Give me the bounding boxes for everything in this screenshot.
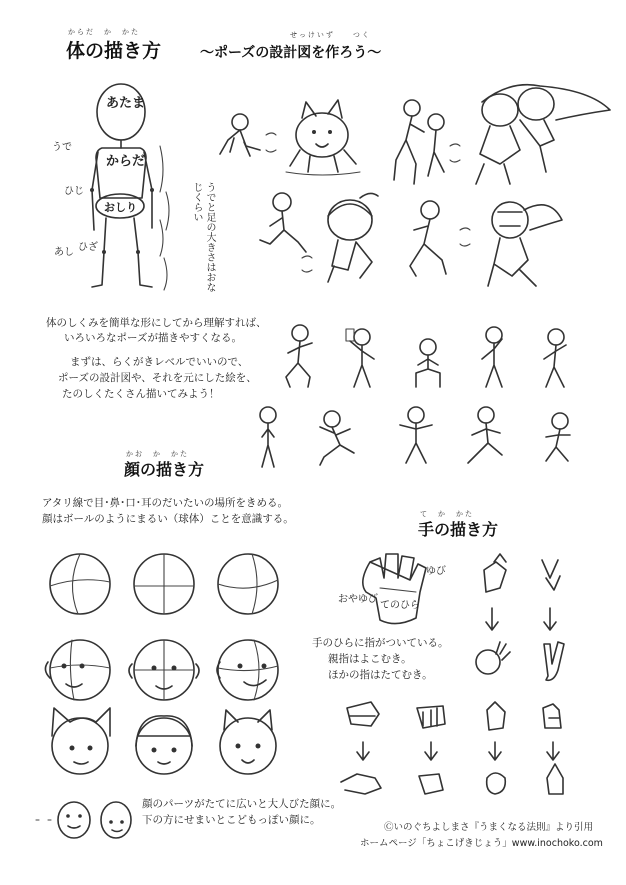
pose-sit-stickman [260, 193, 306, 252]
label-leg: あし [54, 247, 74, 258]
pose-run-stickman [394, 100, 444, 184]
face-character [52, 708, 110, 774]
face-guide-circle [50, 554, 110, 614]
label-head: あたま [106, 96, 146, 111]
stick-figure [546, 413, 570, 461]
stick-figure [346, 329, 374, 387]
face-features [45, 640, 110, 700]
pose-crawl-stickman [220, 114, 260, 156]
hand-sketch [542, 560, 560, 630]
arrow-icon [450, 144, 460, 162]
hand-gestures-bottom [335, 698, 595, 808]
face-line2: 顔はボールのようにまるい（球体）ことを意識する。 [42, 513, 294, 525]
hand-sketch [484, 554, 506, 630]
label-palm: てのひら [380, 600, 420, 611]
label-body: からだ [106, 154, 146, 169]
stick-figure [260, 407, 276, 467]
face-guide-circle [134, 554, 194, 614]
pose-stand-stickman [410, 201, 446, 276]
label-thumb: おやゆび [338, 594, 378, 605]
hand-line1: 手のひらに指がついている。 [312, 637, 449, 649]
arrow-icon [302, 256, 312, 272]
face-guide-circle [218, 554, 278, 614]
dog-sketch [286, 100, 360, 175]
arrow-icon [266, 133, 276, 152]
knight-sketch [488, 202, 562, 286]
label-hips: おしり [104, 201, 137, 214]
footer-credit: Ⓒいのぐちよしまさ『うまくなる法則』より引用 [384, 822, 594, 833]
stick-figure-rows [250, 315, 620, 475]
face-features [217, 640, 278, 700]
hand-sketch [417, 706, 445, 794]
body-title-ruby: からだ か かた [68, 28, 140, 36]
peace-hand-sketch [544, 642, 564, 680]
stick-figure [544, 329, 566, 387]
hand-line2: 親指はよこむき。 [328, 653, 412, 665]
hand-line3: ほかの指はたてむき。 [328, 669, 433, 681]
hand-title-ruby: て か かた [420, 510, 474, 518]
stick-figure [320, 411, 354, 465]
body-para2-line3: たのしくたくさん描いてみよう！ [62, 388, 220, 400]
hand-title: 手の描き方 [418, 520, 499, 539]
body-subtitle: ～ポーズの設計図を作ろう～ [200, 45, 382, 61]
footer-homepage[interactable]: ホームページ「ちょこげきじょう」www.inochoko.com [360, 838, 603, 849]
label-elbow: ひじ [64, 186, 84, 197]
label-arm: うで [52, 142, 72, 153]
face-line1: アタリ線で目･鼻･口･耳のだいたいの場所をきめる。 [42, 497, 289, 509]
body-note: うでと足の大きさはおなじくらい [191, 182, 215, 292]
face-features [129, 640, 199, 700]
hand-sketch [487, 702, 506, 794]
body-para2-line1: まずは、らくがきレベルでいいので、 [70, 356, 249, 368]
stick-figure [468, 407, 502, 463]
face-note-line2: 下の方にせまいとこどもっぽい顔に。 [142, 814, 321, 826]
stick-figure [482, 327, 502, 387]
face-note-line1: 顔のパーツがたてに広いと大人びた顔に。 [142, 798, 342, 810]
body-para2-line2: ポーズの設計図や、それを元にした絵を、 [58, 372, 257, 384]
body-title: 体の描き方 [66, 40, 162, 62]
face-title: 顔の描き方 [124, 460, 205, 479]
subtitle-ruby: せっけいず つく [290, 31, 371, 39]
label-knee: ひざ [78, 242, 98, 253]
body-para1-line1: 体のしくみを簡単な形にしてから理解すれば、 [46, 317, 267, 329]
hand-gestures-top [450, 640, 590, 690]
kids-sketch [476, 85, 610, 184]
arrow-icon [460, 228, 470, 246]
ok-hand-sketch [476, 642, 510, 674]
girl-sketch [328, 193, 378, 282]
hand-sketch [543, 704, 563, 794]
face-character [136, 716, 192, 774]
stick-figure [416, 339, 440, 387]
stick-figure [286, 325, 312, 387]
proportion-faces [36, 800, 136, 840]
face-character [220, 710, 276, 774]
body-para1-line2: いろいろなポーズが描きやすくなる。 [64, 332, 242, 344]
pose-sketches [210, 80, 620, 300]
face-title-ruby: かお か かた [126, 450, 189, 458]
face-diagrams [40, 550, 310, 800]
label-finger: ゆび [426, 566, 446, 577]
stick-figure [400, 407, 432, 463]
hand-sketch [341, 702, 381, 794]
